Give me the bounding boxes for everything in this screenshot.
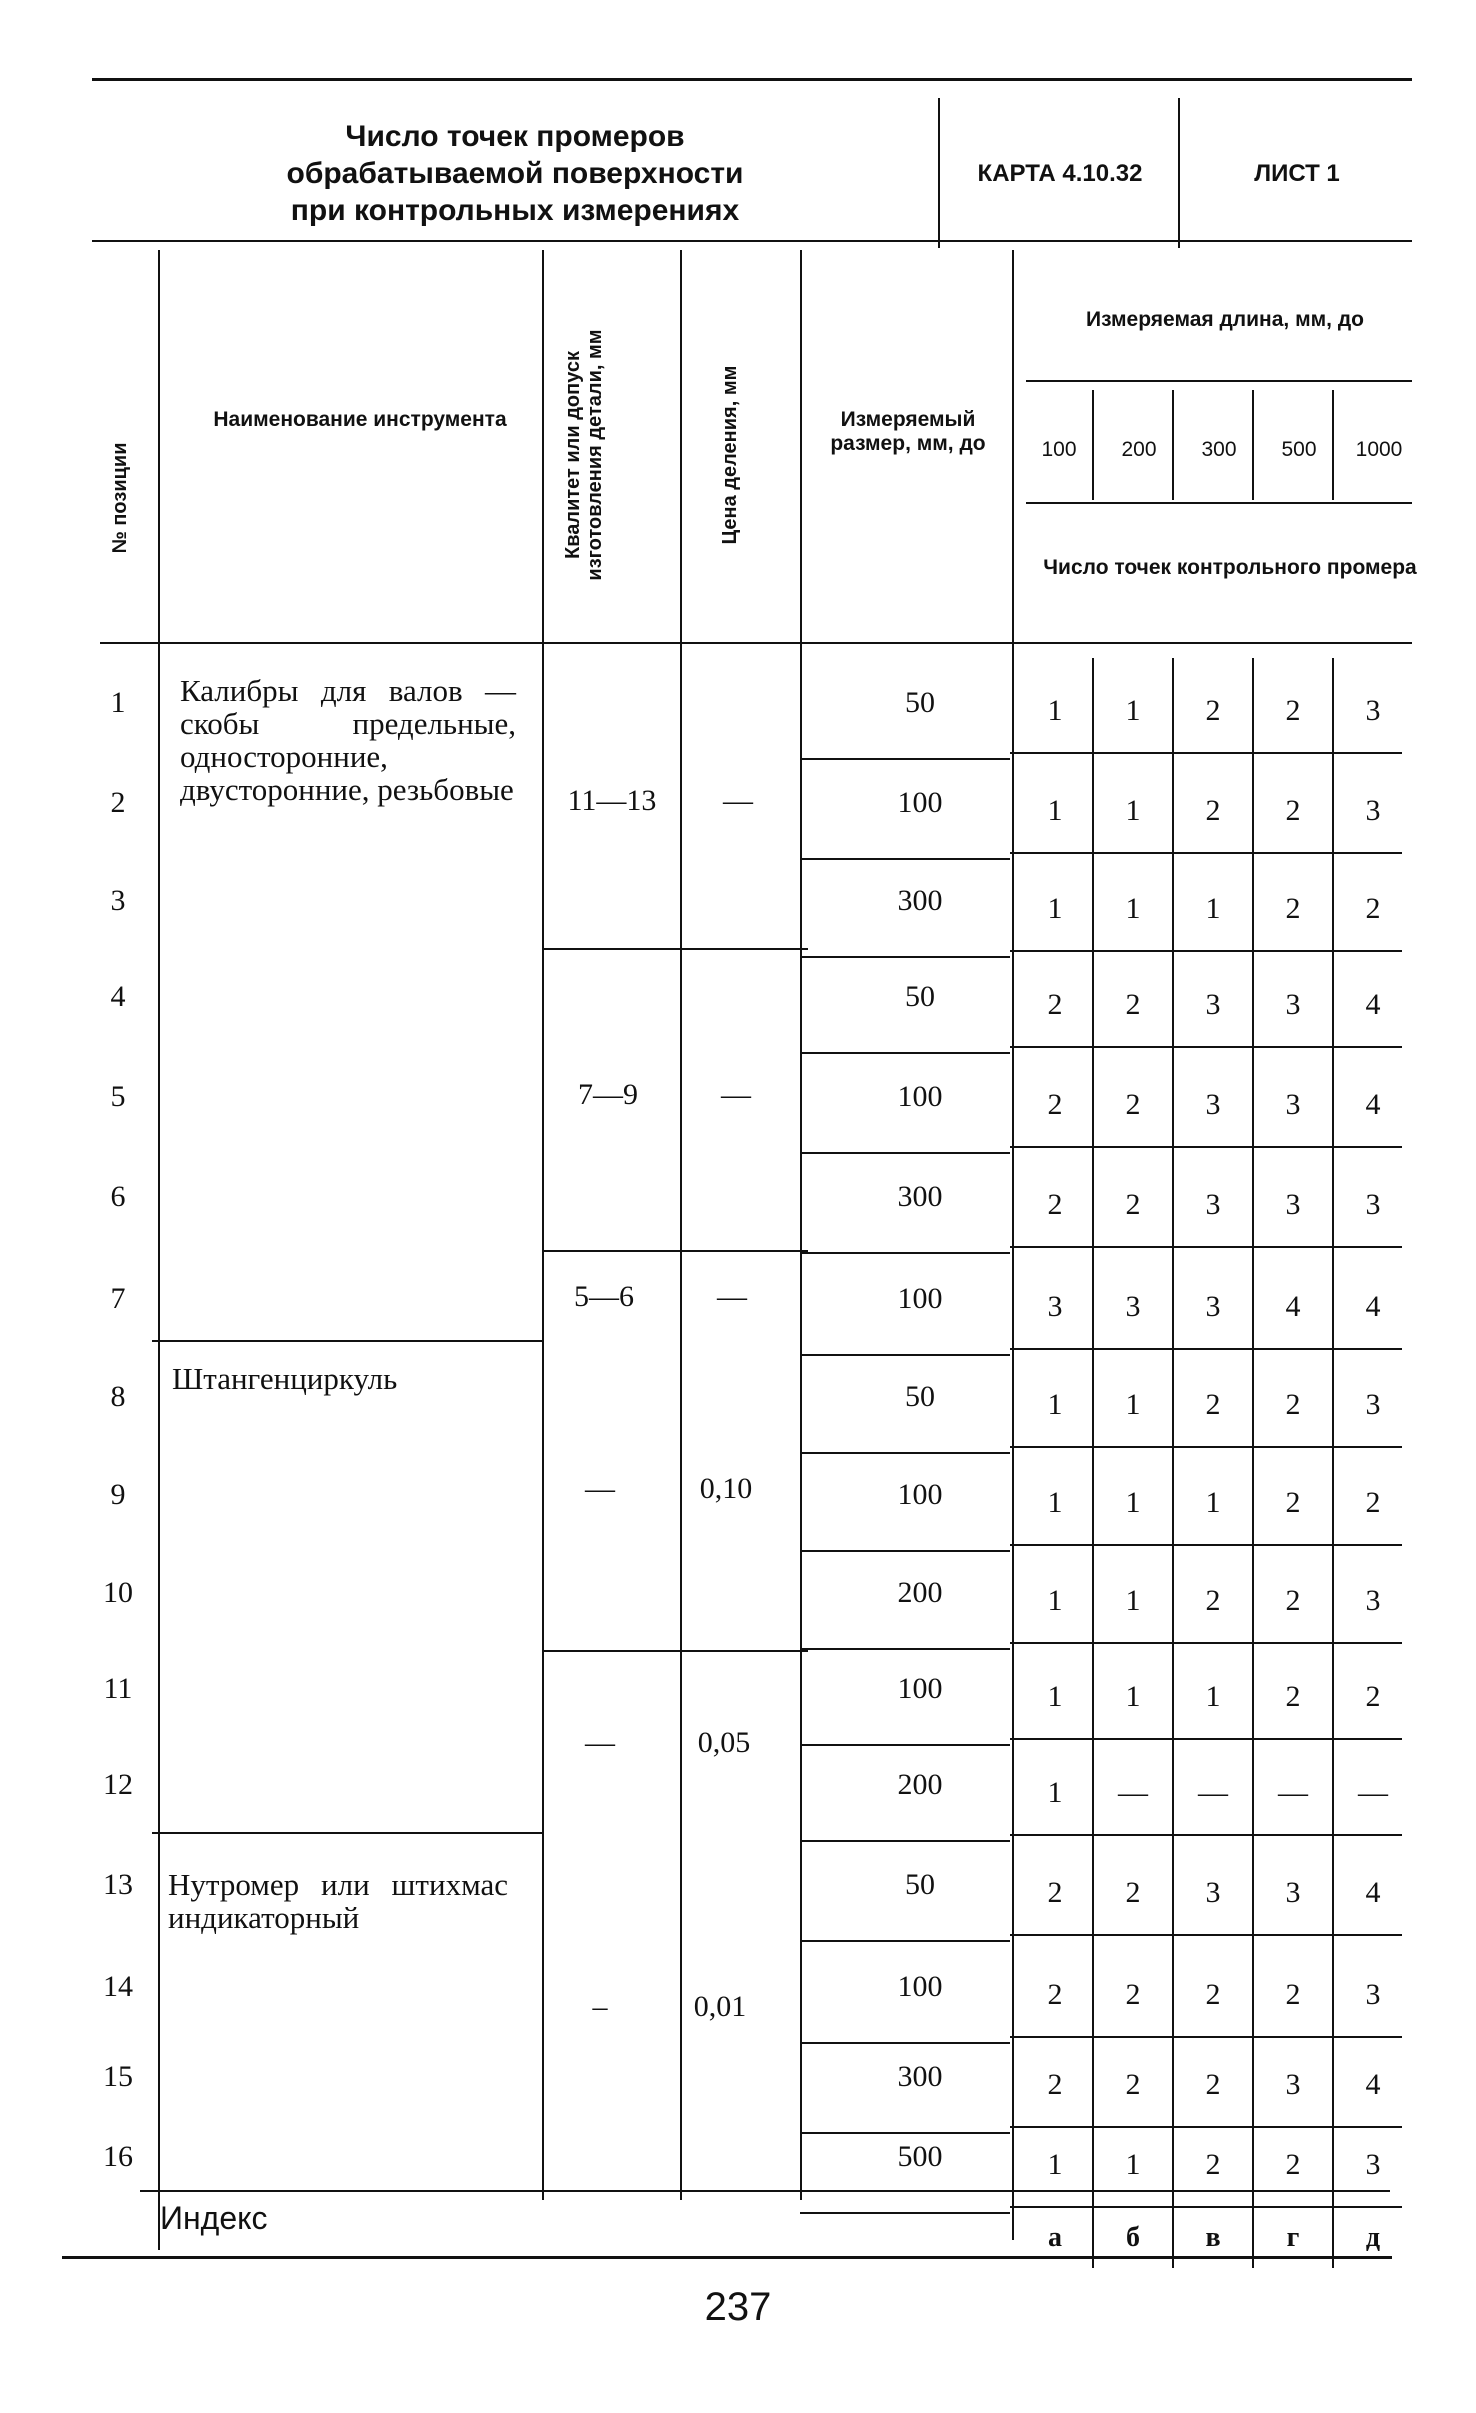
row-value: 1 [1125, 1680, 1141, 1713]
row-position: 3 [110, 884, 126, 917]
row-value: 2 [1365, 892, 1381, 925]
card-title-line: при контрольных измерениях [290, 194, 740, 227]
column-header-bottom-rule [100, 642, 1412, 644]
row-value: 1 [1125, 2148, 1141, 2181]
row-value: 3 [1285, 988, 1301, 1021]
column-divider [680, 250, 682, 2200]
size-rule [800, 1252, 1010, 1254]
row-position: 6 [110, 1180, 126, 1213]
row-value: 2 [1285, 1584, 1301, 1617]
row-value: 2 [1285, 1680, 1301, 1713]
row-position: 16 [103, 2140, 133, 2173]
row-value: 3 [1125, 1290, 1141, 1323]
length-500: 500 [1281, 438, 1317, 461]
row-size: 100 [897, 1970, 943, 2003]
size-rule [800, 1550, 1010, 1552]
index-letter: г [1286, 2222, 1300, 2253]
card-number: КАРТА 4.10.32 [977, 160, 1143, 187]
row-size: 50 [905, 1868, 935, 1901]
card-title-line: обрабатываемой поверхности [286, 157, 744, 190]
row-value: 3 [1205, 1188, 1221, 1221]
row-value: 2 [1125, 1876, 1141, 1909]
length-divider [1252, 390, 1254, 500]
row-value: 3 [1047, 1290, 1063, 1323]
size-rule [800, 1052, 1010, 1054]
row-value: 2 [1047, 1088, 1063, 1121]
row-value: 3 [1285, 1188, 1301, 1221]
column-instrument: Наименование инструмента [213, 408, 507, 431]
row-value: 4 [1365, 1290, 1381, 1323]
index-letter: в [1205, 2222, 1221, 2253]
column-points-header: Число точек контрольного промера [1043, 556, 1417, 579]
row-size: 300 [897, 2060, 943, 2093]
row-value: 1 [1047, 1388, 1063, 1421]
length-300: 300 [1201, 438, 1237, 461]
row-position: 9 [110, 1478, 126, 1511]
row-size: 50 [905, 1380, 935, 1413]
top-rule [92, 78, 1412, 81]
row-value: — [1358, 1776, 1388, 1809]
row-value: 4 [1365, 988, 1381, 1021]
column-divider [158, 250, 160, 2250]
row-position: 5 [110, 1080, 126, 1113]
row-value: 1 [1125, 1584, 1141, 1617]
length-100: 100 [1041, 438, 1077, 461]
column-division: Цена деления, мм [719, 365, 741, 545]
group-quality: — [585, 1726, 615, 1759]
row-value: 1 [1047, 694, 1063, 727]
row-rule [1010, 752, 1402, 754]
column-divider [542, 250, 544, 2200]
value-divider [1092, 658, 1094, 2268]
group-division: 0,10 [699, 1472, 753, 1505]
header-divider [938, 98, 940, 248]
row-rule [1010, 852, 1402, 854]
length-1000: 1000 [1355, 438, 1403, 461]
sheet-number: ЛИСТ 1 [1254, 160, 1340, 187]
row-value: 3 [1285, 1088, 1301, 1121]
row-rule [1010, 1738, 1402, 1740]
row-value: 2 [1285, 892, 1301, 925]
row-value: 3 [1365, 794, 1381, 827]
row-value: 2 [1205, 1584, 1221, 1617]
row-value: 1 [1047, 1680, 1063, 1713]
row-value: 2 [1047, 988, 1063, 1021]
index-top-rule [140, 2190, 1390, 2192]
row-value: 3 [1365, 2148, 1381, 2181]
row-value: 1 [1125, 794, 1141, 827]
row-value: 2 [1285, 1486, 1301, 1519]
row-value: 1 [1047, 892, 1063, 925]
row-position: 12 [103, 1768, 133, 1801]
row-value: 3 [1205, 1290, 1221, 1323]
group-quality: – [592, 1990, 608, 2023]
group-quality: 7—9 [578, 1078, 638, 1111]
row-value: 2 [1205, 794, 1221, 827]
row-value: 2 [1205, 2148, 1221, 2181]
row-value: 2 [1125, 2068, 1141, 2101]
row-size: 200 [897, 1576, 943, 1609]
row-value: 2 [1125, 1188, 1141, 1221]
row-value: 1 [1047, 1584, 1063, 1617]
row-position: 10 [103, 1576, 133, 1609]
row-position: 15 [103, 2060, 133, 2093]
row-rule [1010, 2126, 1402, 2128]
length-divider [1332, 390, 1334, 500]
column-quality: Квалитет или допуск изготовления детали, мм [562, 329, 606, 581]
row-value: 2 [1205, 1978, 1221, 2011]
group-rule [152, 1340, 542, 1342]
row-value: 2 [1285, 1978, 1301, 2011]
row-position: 11 [103, 1672, 133, 1705]
row-position: 1 [110, 686, 126, 719]
row-value: 1 [1125, 694, 1141, 727]
group-division: 0,01 [693, 1990, 747, 2023]
group-quality: — [585, 1472, 615, 1505]
column-position: № позиции [109, 442, 131, 554]
index-letter: б [1126, 2222, 1140, 2253]
row-value: 4 [1365, 1876, 1381, 1909]
row-size: 100 [897, 1080, 943, 1113]
row-value: 3 [1285, 2068, 1301, 2101]
row-value: 1 [1205, 892, 1221, 925]
size-rule [800, 2132, 1010, 2134]
row-rule [1010, 1348, 1402, 1350]
row-value: 3 [1365, 1188, 1381, 1221]
row-value: 1 [1047, 1776, 1063, 1809]
size-rule [800, 858, 1010, 860]
row-value: 3 [1365, 1978, 1381, 2011]
group-quality: 5—6 [574, 1280, 634, 1313]
row-value: 3 [1285, 1876, 1301, 1909]
value-divider [1172, 658, 1174, 2268]
row-size: 300 [897, 884, 943, 917]
size-rule [800, 1744, 1010, 1746]
row-value: 2 [1285, 1388, 1301, 1421]
size-rule [800, 1354, 1010, 1356]
column-divider [1012, 250, 1014, 2240]
row-rule [1010, 950, 1402, 952]
size-rule [800, 758, 1010, 760]
row-value: 3 [1365, 694, 1381, 727]
row-value: 2 [1047, 2068, 1063, 2101]
row-position: 14 [103, 1970, 133, 2003]
lengths-bottom-rule [1026, 502, 1412, 504]
index-label: Индекс [160, 2200, 268, 2236]
row-size: 100 [897, 1672, 943, 1705]
size-rule [800, 956, 1010, 958]
row-value: 2 [1285, 694, 1301, 727]
row-value: 4 [1365, 1088, 1381, 1121]
row-rule [1010, 1146, 1402, 1148]
row-value: 2 [1285, 2148, 1301, 2181]
row-value: 3 [1365, 1388, 1381, 1421]
row-position: 4 [110, 980, 126, 1013]
row-size: 50 [905, 686, 935, 719]
table-bottom-rule [62, 2256, 1392, 2259]
row-value: — [1118, 1776, 1148, 1809]
value-divider [1252, 658, 1254, 2268]
size-rule [800, 2042, 1010, 2044]
length-divider [1172, 390, 1174, 500]
group-rule [544, 1250, 808, 1252]
row-size: 100 [897, 1282, 943, 1315]
index-letter: а [1048, 2222, 1062, 2253]
column-divider [800, 250, 802, 2200]
row-size: 100 [897, 1478, 943, 1511]
instrument-bore-gauge: Нутромер или штихмас индикаторный [168, 1867, 508, 1935]
index-letter: д [1365, 2222, 1381, 2253]
row-value: 1 [1205, 1680, 1221, 1713]
row-value: 3 [1205, 988, 1221, 1021]
row-position: 2 [110, 786, 126, 819]
length-200: 200 [1121, 438, 1157, 461]
instrument-gauges: Калибры для валов — скобы предельные, односторонние, двусторонние, резьбовые [180, 673, 516, 807]
row-value: 2 [1047, 1978, 1063, 2011]
group-division: 0,05 [697, 1726, 751, 1759]
size-rule [800, 1648, 1010, 1650]
row-position: 8 [110, 1380, 126, 1413]
row-rule [1010, 1834, 1402, 1836]
row-size: 500 [897, 2140, 943, 2173]
row-rule [1010, 1544, 1402, 1546]
header-divider [1178, 98, 1180, 248]
page-number: 237 [704, 2285, 772, 2329]
row-value: 1 [1047, 1486, 1063, 1519]
row-rule [1010, 1446, 1402, 1448]
row-rule [1010, 1934, 1402, 1936]
row-value: 2 [1365, 1486, 1381, 1519]
row-value: 2 [1125, 1088, 1141, 1121]
row-value: — [1198, 1776, 1228, 1809]
row-value: 2 [1205, 1388, 1221, 1421]
row-rule [1010, 1046, 1402, 1048]
row-value: 2 [1047, 1188, 1063, 1221]
instrument-caliper: Штангенциркуль [172, 1361, 398, 1396]
group-division: — [721, 1078, 751, 1111]
card-title-line: Число точек промеров [345, 120, 685, 153]
group-rule [152, 1832, 542, 1834]
size-rule [800, 1940, 1010, 1942]
row-value: 3 [1205, 1876, 1221, 1909]
row-value: 2 [1047, 1876, 1063, 1909]
row-value: 1 [1047, 794, 1063, 827]
row-value: 1 [1125, 1388, 1141, 1421]
group-quality: 11—13 [567, 784, 657, 817]
row-value: 1 [1125, 1486, 1141, 1519]
column-size: Измеряемый размер, мм, до [830, 408, 986, 455]
size-rule [800, 1840, 1010, 1842]
row-rule [1010, 2206, 1402, 2208]
size-rule [800, 1152, 1010, 1154]
value-divider [1332, 658, 1334, 2268]
column-length-header: Измеряемая длина, мм, до [1086, 308, 1364, 331]
row-size: 50 [905, 980, 935, 1013]
group-division: — [717, 1280, 747, 1313]
row-rule [1010, 1246, 1402, 1248]
row-value: 3 [1205, 1088, 1221, 1121]
row-value: 2 [1125, 988, 1141, 1021]
row-value: 2 [1125, 1978, 1141, 2011]
row-value: 1 [1205, 1486, 1221, 1519]
row-value: 1 [1125, 892, 1141, 925]
row-value: 2 [1365, 1680, 1381, 1713]
card-title [140, 118, 890, 229]
row-rule [1010, 1642, 1402, 1644]
row-value: — [1278, 1776, 1308, 1809]
row-size: 300 [897, 1180, 943, 1213]
group-rule [544, 1650, 808, 1652]
row-value: 2 [1205, 694, 1221, 727]
size-rule [800, 1452, 1010, 1454]
row-rule [1010, 2036, 1402, 2038]
row-value: 4 [1285, 1290, 1301, 1323]
row-size: 100 [897, 786, 943, 819]
row-value: 2 [1285, 794, 1301, 827]
row-value: 2 [1205, 2068, 1221, 2101]
row-value: 1 [1047, 2148, 1063, 2181]
header-bottom-rule [92, 240, 1412, 242]
group-division: — [723, 784, 753, 817]
row-size: 200 [897, 1768, 943, 1801]
row-position: 13 [103, 1868, 133, 1901]
size-rule [800, 2212, 1010, 2214]
row-position: 7 [110, 1282, 126, 1315]
length-header-rule [1026, 380, 1412, 382]
length-divider [1092, 390, 1094, 500]
row-value: 3 [1365, 1584, 1381, 1617]
row-value: 4 [1365, 2068, 1381, 2101]
group-rule [544, 948, 808, 950]
